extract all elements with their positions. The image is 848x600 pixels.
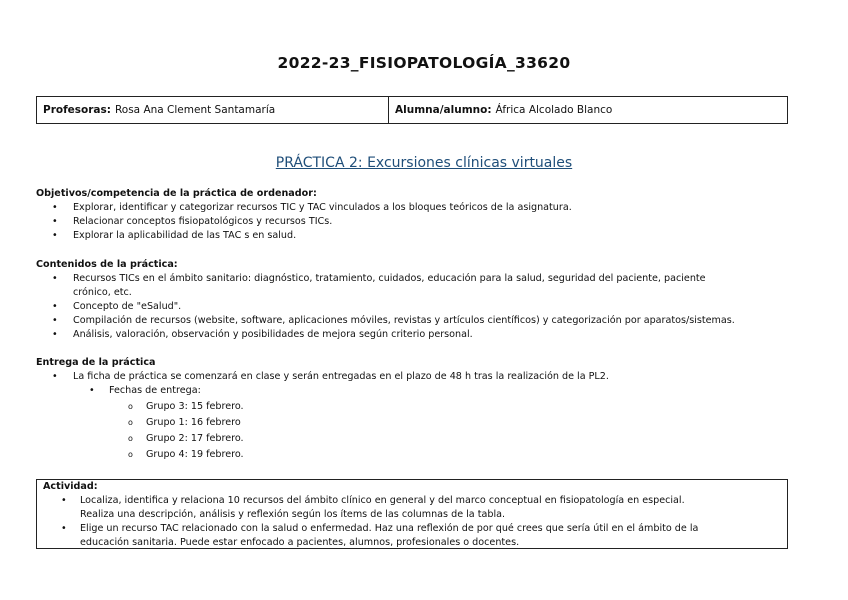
list-item: • Elige un recurso TAC relacionado con la salud o enfermedad. Haz una reflexión de por qué crees que sería útil en el ámbito de la educación sanitaria. Puede estar enfocado a pacientes, alumnos, profesionales o docentes. [61,523,699,548]
circle-bullet-icon: o [128,450,133,459]
activity-box [36,479,788,549]
activity-heading: Actividad: [43,481,98,492]
objectives-section [36,187,572,243]
list-item: • Compilación de recursos (website, software, aplicaciones móviles, revistas y artículos científicos) y categorización por aparatos/sistemas. [52,315,735,326]
bullet-icon: • [52,216,58,227]
list-item: • Concepto de "eSalud". [52,301,182,312]
teachers-label: Profesoras: [43,104,111,116]
teachers-value: Rosa Ana Clement Santamaría [114,104,276,116]
list-item: o Grupo 3: 15 febrero. [128,401,244,412]
list-item: • Explorar, identificar y categorizar recursos TIC y TAC vinculados a los bloques teóricos de la asignatura. [52,202,572,213]
list-item: • Relacionar conceptos fisiopatológicos y recursos TICs. [52,216,333,227]
bullet-icon: • [52,301,58,312]
bullet-icon: • [61,523,67,534]
student-label: Alumna/alumno: [395,104,492,116]
bullet-icon: • [52,273,58,284]
bullet-icon: • [89,385,95,396]
contents-heading: Contenidos de la práctica: [36,259,178,270]
bullet-icon: • [52,315,58,326]
objectives-heading: Objetivos/competencia de la práctica de ordenador: [36,188,317,199]
circle-bullet-icon: o [128,418,133,427]
practice-subtitle: PRÁCTICA 2: Excursiones clínicas virtuales [275,155,573,171]
list-item: o Grupo 1: 16 febrero [128,417,241,428]
delivery-list [36,370,609,462]
bullet-icon: • [52,329,58,340]
bullet-icon: • [61,495,67,506]
list-item: • Análisis, valoración, observación y posibilidades de mejora según criterio personal. [52,329,473,340]
delivery-section [36,356,609,462]
list-item: • Localiza, identifica y relaciona 10 recursos del ámbito clínico en general y del marco conceptual en fisiopatología en especial. Realiza una descripción, análisis y reflexión según los ítems de las columnas de la tabla. [61,495,685,520]
list-item: o Grupo 4: 19 febrero. [128,449,244,460]
student-value: África Alcolado Blanco [495,104,613,116]
list-item: • Recursos TICs en el ámbito sanitario: diagnóstico, tratamiento, cuidados, educación para la salud, seguridad del paciente, paciente crónico, etc. [52,273,706,298]
student-cell [389,97,787,123]
info-table [36,96,788,124]
teachers-cell [37,97,389,123]
bullet-icon: • [52,371,58,382]
circle-bullet-icon: o [128,434,133,443]
contents-list [36,272,735,342]
contents-section [36,258,735,342]
bullet-icon: • [52,230,58,241]
bullet-icon: • [52,202,58,213]
list-item: • La ficha de práctica se comenzará en clase y serán entregadas en el plazo de 48 h tras la realización de la PL2. [52,371,609,382]
list-item: • Explorar la aplicabilidad de las TAC s en salud. [52,230,297,241]
list-item: o Grupo 2: 17 febrero. [128,433,244,444]
circle-bullet-icon: o [128,402,133,411]
document-title: 2022-23_FISIOPATOLOGÍA_33620 [277,54,571,72]
list-item: • Fechas de entrega: [89,385,201,396]
activity-list [43,494,781,550]
objectives-list [36,201,572,243]
delivery-heading: Entrega de la práctica [36,357,156,368]
